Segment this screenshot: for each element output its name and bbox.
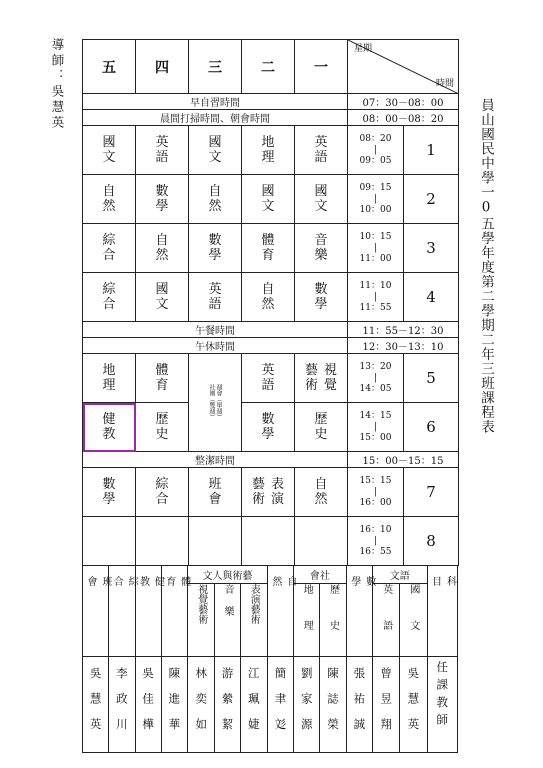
period-number: 2: [404, 175, 459, 224]
band-row: [83, 322, 459, 338]
teacher-name: 李政川: [109, 657, 135, 753]
period-row: [83, 517, 459, 566]
period-time: 14：15 | 15：00: [348, 403, 404, 452]
subject-header: 體育: [161, 566, 187, 657]
teacher-name: 陳誌榮: [320, 657, 346, 753]
subject-cell: 國 文: [136, 273, 189, 322]
subject-cell: 歷 史: [295, 403, 348, 452]
week-label: 星期: [354, 44, 373, 54]
subject-cell: 地 理: [242, 126, 295, 175]
subject-cell: 班 會: [189, 468, 242, 517]
period-row: [83, 273, 459, 322]
subject-header: 健教: [135, 566, 161, 657]
period-row: [83, 468, 459, 517]
nap-label: 午休時間: [83, 338, 348, 354]
empty-cell: [136, 517, 189, 566]
empty-cell: [242, 517, 295, 566]
subject-cell: 國 文: [242, 175, 295, 224]
club-assembly-cell: 社團（雙週）週會（單週）: [189, 354, 242, 452]
lunch-label: 午餐時間: [83, 322, 348, 338]
teacher-name: 江珮婕: [240, 657, 267, 753]
teacher-name: 曾昱翔: [372, 657, 399, 753]
page-title: 員山國民中學一0五學年度第二學期二年三班課程表: [478, 98, 494, 434]
period-time: 16：10 | 16：55: [348, 517, 404, 566]
subject-cell: 數 學: [242, 403, 295, 452]
teacher-name: 簡聿彣: [267, 657, 293, 753]
teacher-row-label: 任課教師: [427, 657, 457, 753]
subject-cell: 英 語: [242, 354, 295, 403]
social-sub-header: 歷史: [320, 584, 346, 657]
arts-sub-header: 音樂: [215, 584, 240, 657]
subject-cell: 英 語: [295, 126, 348, 175]
lang-sub-header: 英語: [372, 584, 399, 657]
subject-header: 自然: [267, 566, 293, 657]
subject-cell: 英 語: [189, 273, 242, 322]
subject-cell: 數 學: [136, 175, 189, 224]
subject-header: 數學: [346, 566, 372, 657]
subject-cell: 體 育: [242, 224, 295, 273]
subject-cell: 歷 史: [136, 403, 189, 452]
band-row: [83, 94, 459, 110]
day-fri: 五: [83, 40, 136, 94]
period-number: 8: [404, 517, 459, 566]
band-row: [83, 452, 459, 468]
period-number: 5: [404, 354, 459, 403]
teacher-name: 劉家源: [294, 657, 320, 753]
social-sub-header: 地理: [294, 584, 320, 657]
period-row: [83, 126, 459, 175]
subject-cell: 自 然: [136, 224, 189, 273]
empty-cell: [83, 517, 136, 566]
teacher-name: 吳佳樺: [135, 657, 161, 753]
period-time: 13：20 | 14：05: [348, 354, 404, 403]
morning-study-time: 07：30－08：00: [348, 94, 459, 110]
subject-header-row: [83, 566, 458, 584]
subject-cell: 體 育: [136, 354, 189, 403]
period-time: 08：20 | 09：05: [348, 126, 404, 175]
subject-cell: 國 文: [295, 175, 348, 224]
empty-cell: [295, 517, 348, 566]
arts-header: 文人與術藝: [188, 566, 268, 584]
teacher-name: 游縈絜: [215, 657, 240, 753]
timetable: [82, 39, 459, 566]
period-number: 7: [404, 468, 459, 517]
subject-cell: 自 然: [295, 468, 348, 517]
subject-cell: 自 然: [83, 175, 136, 224]
teacher-name: 吳慧英: [400, 657, 427, 753]
period-time: 11：10 | 11：55: [348, 273, 404, 322]
subject-header: 綜合: [109, 566, 135, 657]
lang-sub-header: 國文: [400, 584, 427, 657]
teacher-name: 林奕如: [188, 657, 215, 753]
teacher-table: [82, 565, 458, 753]
homeroom-teacher-label: 導師：吳慧英: [50, 38, 65, 131]
subject-cell: 國 文: [189, 126, 242, 175]
clean-label: 整潔時間: [83, 452, 348, 468]
nap-time: 12：30－13：10: [348, 338, 459, 354]
lunch-time: 11：55－12：30: [348, 322, 459, 338]
period-time: 10：15 | 11：00: [348, 224, 404, 273]
day-mon: 一: [295, 40, 348, 94]
subject-cell: 藝 術 視 覺: [295, 354, 348, 403]
subject-cell: 綜 合: [136, 468, 189, 517]
arts-sub-header: 表演藝術: [240, 584, 267, 657]
subject-cell: 地 理: [83, 354, 136, 403]
subject-header: 班會: [83, 566, 109, 657]
period-time: 09：15 | 10：00: [348, 175, 404, 224]
period-number: 4: [404, 273, 459, 322]
clean-time: 15：00－15：15: [348, 452, 459, 468]
subject-cell: 藝 術 表 演: [242, 468, 295, 517]
arts-sub-header: 視覺藝術: [188, 584, 215, 657]
subject-cell: 數 學: [189, 224, 242, 273]
teacher-name: 吳慧英: [83, 657, 109, 753]
corner-header: [348, 40, 459, 94]
teacher-name: 張祐誠: [346, 657, 372, 753]
period-number: 6: [404, 403, 459, 452]
subject-header: 科目: [427, 566, 457, 657]
subject-cell: 數 學: [295, 273, 348, 322]
subject-cell: 數 學: [83, 468, 136, 517]
period-row: [83, 403, 459, 452]
language-header: 文語: [372, 566, 427, 584]
clean-assembly-time: 08：00－08：20: [348, 110, 459, 126]
band-row: [83, 110, 459, 126]
subject-cell: 自 然: [242, 273, 295, 322]
day-tue: 二: [242, 40, 295, 94]
teacher-row: [83, 657, 458, 753]
period-row: [83, 224, 459, 273]
time-label: 時間: [435, 79, 454, 89]
period-row: [83, 354, 459, 403]
empty-cell: [189, 517, 242, 566]
day-thu: 四: [136, 40, 189, 94]
band-row: [83, 338, 459, 354]
subject-cell: 自 然: [189, 175, 242, 224]
period-time: 15：15 | 16：00: [348, 468, 404, 517]
subject-cell: 綜 合: [83, 224, 136, 273]
period-number: 1: [404, 126, 459, 175]
day-header-row: [83, 40, 459, 94]
clean-assembly-label: 晨間打掃時間、朝會時間: [83, 110, 348, 126]
morning-study-label: 早自習時間: [83, 94, 348, 110]
subject-cell: 國 文: [83, 126, 136, 175]
teacher-name: 陳進華: [161, 657, 187, 753]
period-row: [83, 175, 459, 224]
social-header: 會社: [294, 566, 347, 584]
subject-cell: 音 樂: [295, 224, 348, 273]
subject-cell: 綜 合: [83, 273, 136, 322]
day-wed: 三: [189, 40, 242, 94]
period-number: 3: [404, 224, 459, 273]
subject-cell-selected[interactable]: 健 教: [83, 403, 136, 452]
subject-cell: 英 語: [136, 126, 189, 175]
